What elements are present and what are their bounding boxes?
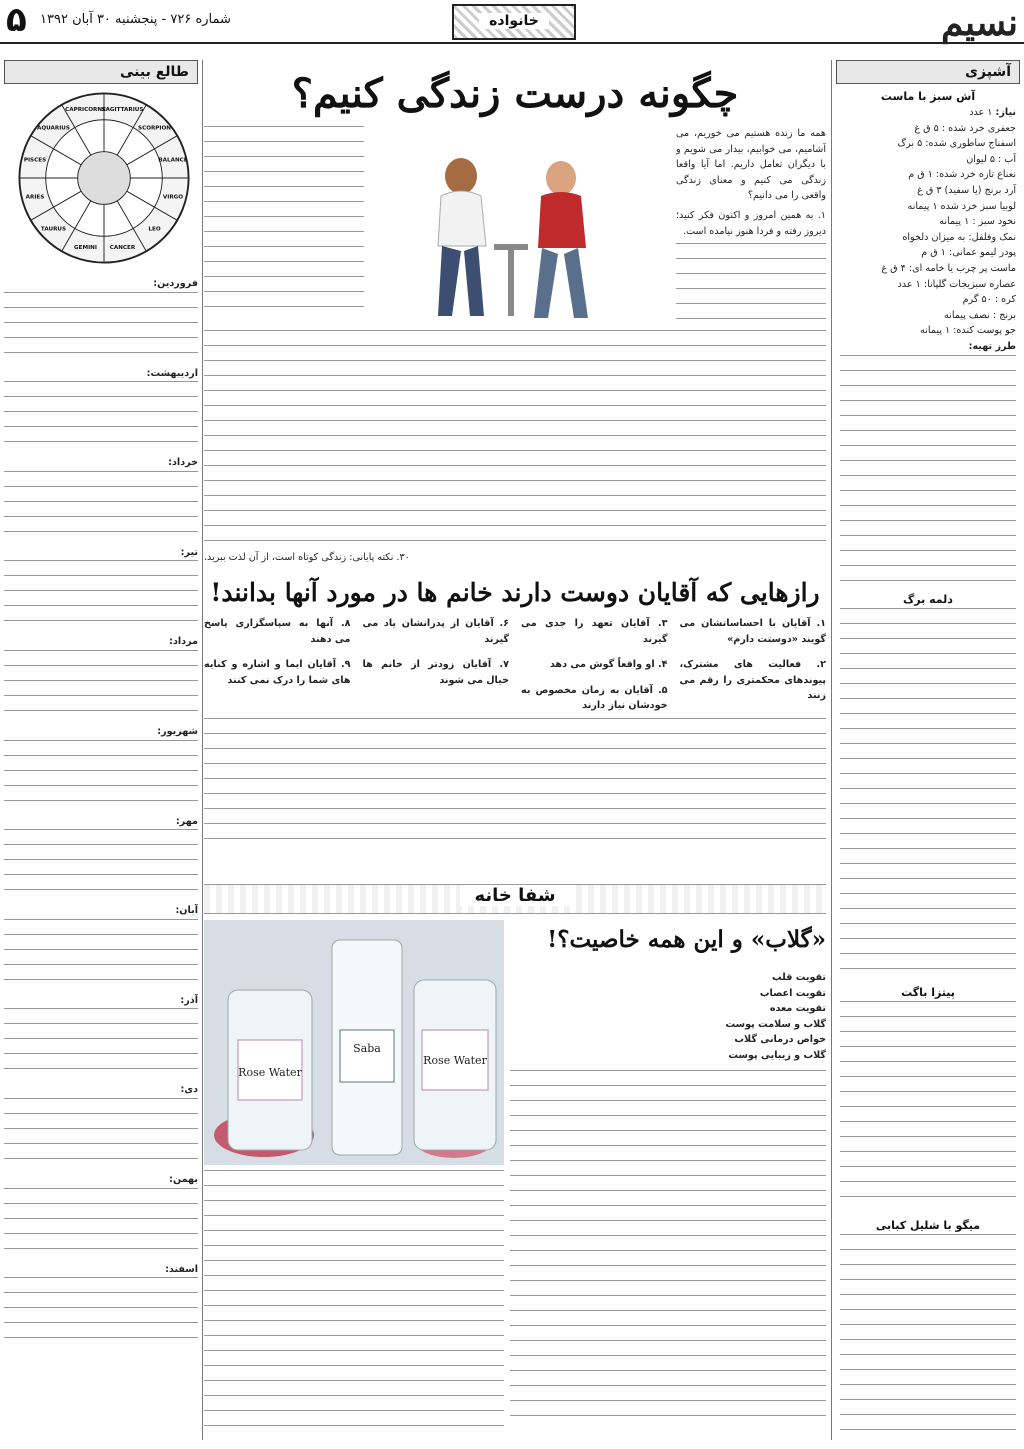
article1-intro	[676, 126, 826, 326]
horoscope-column	[4, 60, 198, 1445]
article2-body	[204, 616, 826, 878]
article2-point: ۲. فعالیت های مشترک، پیوندهای محکمتری را رقم می زنند	[679, 659, 826, 702]
text-block	[4, 1008, 198, 1082]
article3-subheads	[510, 970, 826, 1064]
zodiac-sign-label: GEMINI	[74, 244, 97, 251]
horoscope-entry	[4, 724, 198, 814]
text-block	[4, 560, 198, 634]
horoscope-entry	[4, 545, 198, 635]
text-block	[4, 292, 198, 366]
article1-tip-last: ۳۰. نکته پایانی: زندگی کوتاه است، از آن لذت ببرید.	[204, 552, 410, 563]
article3-title: «گلاب» و این همه خاصیت؟!	[547, 926, 826, 953]
bottle-label-1: Rose Water	[238, 1066, 302, 1079]
article2-point: ۳. آقایان تعهد را جدی می گیرند	[521, 618, 668, 645]
cooking-column	[836, 60, 1020, 1445]
sign-name: تیر:	[180, 546, 198, 558]
text-block	[4, 1188, 198, 1262]
sign-name: بهمن:	[169, 1173, 198, 1185]
recipe-ingredients	[836, 105, 1020, 585]
zodiac-wheel-icon	[10, 88, 198, 268]
zodiac-sign-label: TAURUS	[40, 226, 67, 233]
zodiac-sign-label: CAPRICORNE	[65, 106, 106, 113]
article3-subhead: تقویت اعصاب	[759, 987, 826, 999]
horoscope-entry	[4, 455, 198, 545]
column-rule	[202, 60, 203, 1440]
sign-name: فروردین:	[153, 278, 198, 289]
horoscope-entry	[4, 276, 198, 366]
article2-point: ۸. آنها به سپاسگزاری پاسخ می دهند	[204, 618, 351, 645]
article1-title: چگونه درست زندگی کنیم؟	[291, 70, 739, 117]
text-block	[840, 355, 1016, 585]
ingredient-item: لوبیا سبز خرد شده ۱ پیمانه	[907, 200, 1016, 212]
sign-name: اسفند:	[165, 1263, 198, 1275]
sign-name: آذر:	[180, 994, 198, 1006]
article2-point: ۹. آقایان ایما و اشاره و کنایه های شما را درک نمی کنند	[204, 659, 351, 686]
ingredient-item: کره : ۵۰ گرم	[962, 294, 1016, 306]
newspaper-logo: نسیم	[941, 2, 1018, 44]
rose-water-photo	[204, 920, 504, 1165]
article3-subhead: تقویت قلب	[772, 972, 826, 983]
article1-intro-text: همه ما زنده هستیم می خوریم، می آشامیم، می خوابیم، بیدار می شویم و با دیگران تعامل داریم. اما آیا واقعا زندگی می کنیم و معنای زندگی واقعی را می دانیم؟	[676, 128, 826, 202]
ingredient-item: نخود سبز : ۱ پیمانه	[939, 216, 1016, 228]
ingredient-item: نمک وفلفل: به میزان دلخواه	[902, 231, 1016, 243]
horoscope-entry	[4, 814, 198, 904]
bottle-label-3: Saba	[353, 1042, 381, 1055]
text-block	[840, 1234, 1016, 1434]
horoscope-entry	[4, 1262, 198, 1352]
ingredient-item: عصاره سبزیجات گلپانا: ۱ عدد	[897, 278, 1016, 290]
masthead	[0, 0, 1024, 44]
article3-subhead: تقویت معده	[769, 1003, 826, 1015]
sign-name: دی:	[180, 1084, 198, 1096]
text-block	[840, 1001, 1016, 1211]
sign-name: شهریور:	[157, 725, 198, 737]
zodiac-sign-label: AQUARIUS	[37, 125, 70, 132]
text-block	[4, 740, 198, 814]
text-block	[204, 1170, 504, 1435]
text-block	[4, 919, 198, 993]
main-content	[204, 60, 826, 117]
article3-subhead: گلاب و زیبایی پوست	[728, 1049, 826, 1061]
section-badge	[452, 4, 576, 40]
servings: ۱ عدد	[969, 107, 993, 118]
article2-title: رازهایی که آقایان دوست دارند خانم ها در مورد آنها بدانند!	[210, 578, 820, 607]
horoscope-entry	[4, 1082, 198, 1172]
sign-name: خرداد:	[168, 457, 198, 469]
ingredient-item: برنج : نصف پیمانه	[944, 309, 1016, 321]
recipe-title-3: پیتزا باگت	[901, 985, 955, 999]
horoscope-header: طالع بینی	[4, 60, 198, 84]
zodiac-sign-label: BALANCE	[158, 157, 188, 164]
text-block	[4, 1098, 198, 1172]
text-block	[4, 471, 198, 545]
article3-body	[510, 970, 826, 1440]
shafa-khaneh-banner	[204, 884, 826, 914]
ingredient-item: آب : ۵ لیوان	[966, 153, 1016, 165]
article3-subhead: خواص درمانی گلاب	[734, 1034, 826, 1046]
article2-point: ۵. آقایان به زمان مخصوص به خودشان نیاز دارند	[521, 684, 668, 712]
ingredient-item: جو پوست کنده: ۱ پیمانه	[920, 325, 1016, 337]
text-block	[840, 608, 1016, 978]
text-block	[4, 829, 198, 903]
sign-name: اردیبهشت:	[146, 367, 198, 379]
zodiac-sign-label: SAGITTARIUS	[101, 106, 144, 113]
zodiac-sign-label: LEO	[148, 226, 161, 233]
ingredient-list	[840, 121, 1016, 339]
text-block	[4, 1277, 198, 1351]
issue-date: شماره ۷۲۶ - پنجشنبه ۳۰ آبان ۱۳۹۲	[40, 12, 231, 27]
article2-point: ۱. آقایان با احساساتشان می گویند «دوستت دارم»	[679, 618, 826, 645]
sign-list	[4, 276, 198, 1351]
horoscope-entry	[4, 366, 198, 456]
recipe-title-2: دلمه برگ	[903, 592, 953, 606]
column-rule	[831, 60, 832, 1440]
recipe-title-1: آش سبز با ماست	[880, 90, 976, 103]
banner-label: شفا خانه	[460, 885, 569, 906]
article2-point: ۷. آقایان زودتر از خانم ها خیال می شوند	[362, 659, 509, 686]
article1-left-col	[204, 126, 364, 326]
prep-label: طرز تهیه:	[968, 340, 1016, 352]
article3-left-col	[204, 1170, 504, 1440]
recipe-title-4: میگو با شلیل کبابی	[875, 1218, 981, 1232]
article3-subhead: گلاب و سلامت پوست	[725, 1018, 826, 1030]
ingredient-item: ماست پر چرب یا خامه ای: ۴ ق غ	[881, 262, 1016, 274]
cooking-header: آشپزی	[836, 60, 1020, 84]
text-block	[4, 650, 198, 724]
text-block	[204, 330, 826, 550]
ingredient-item: جعفری خرد شده : ۵ ق غ	[914, 122, 1016, 134]
bottle-label-2: Rose Water	[423, 1054, 487, 1067]
sign-name: مهر:	[175, 815, 198, 827]
text-block	[4, 381, 198, 455]
horoscope-entry	[4, 993, 198, 1083]
section-label: خانواده	[479, 13, 549, 29]
text-block	[676, 243, 826, 326]
article2-point: ۶. آقایان از پدرانشان یاد می گیرند	[362, 618, 509, 645]
sign-name: مرداد:	[169, 636, 198, 648]
ingredient-item: اسفناج ساطوری شده: ۵ برگ	[897, 138, 1016, 150]
page-number: ۵	[6, 0, 27, 40]
zodiac-sign-label: PISCES	[23, 157, 47, 164]
zodiac-sign-label: VIRGO	[162, 194, 184, 201]
ingredient-item: نعناع تازه خرد شده: ۱ ق م	[908, 169, 1016, 181]
zodiac-sign-label: SCORPION	[138, 125, 172, 132]
text-block	[204, 718, 826, 848]
couple-photo	[366, 136, 656, 326]
article2-points	[204, 616, 826, 714]
needs-label: نیاز:	[995, 107, 1016, 118]
text-block	[510, 1070, 826, 1420]
text-block	[204, 126, 364, 316]
article1-lower	[204, 330, 826, 570]
zodiac-sign-label: ARIES	[25, 194, 45, 201]
horoscope-entry	[4, 634, 198, 724]
horoscope-entry	[4, 903, 198, 993]
sign-name: آبان:	[175, 905, 198, 917]
ingredient-item: آرد برنج (یا سفید) ۳ ق غ	[917, 184, 1016, 196]
horoscope-entry	[4, 1172, 198, 1262]
article1-tip-1: ۱. به همین امروز و اکنون فکر کنید؛ دیروز رفته و فردا هنوز نیامده است.	[676, 209, 826, 237]
article2-point: ۴. او واقعاً گوش می دهد	[549, 659, 668, 671]
zodiac-sign-label: CANCER	[109, 244, 136, 251]
ingredient-item: پودر لیمو عمانی: ۱ ق م	[921, 247, 1016, 259]
